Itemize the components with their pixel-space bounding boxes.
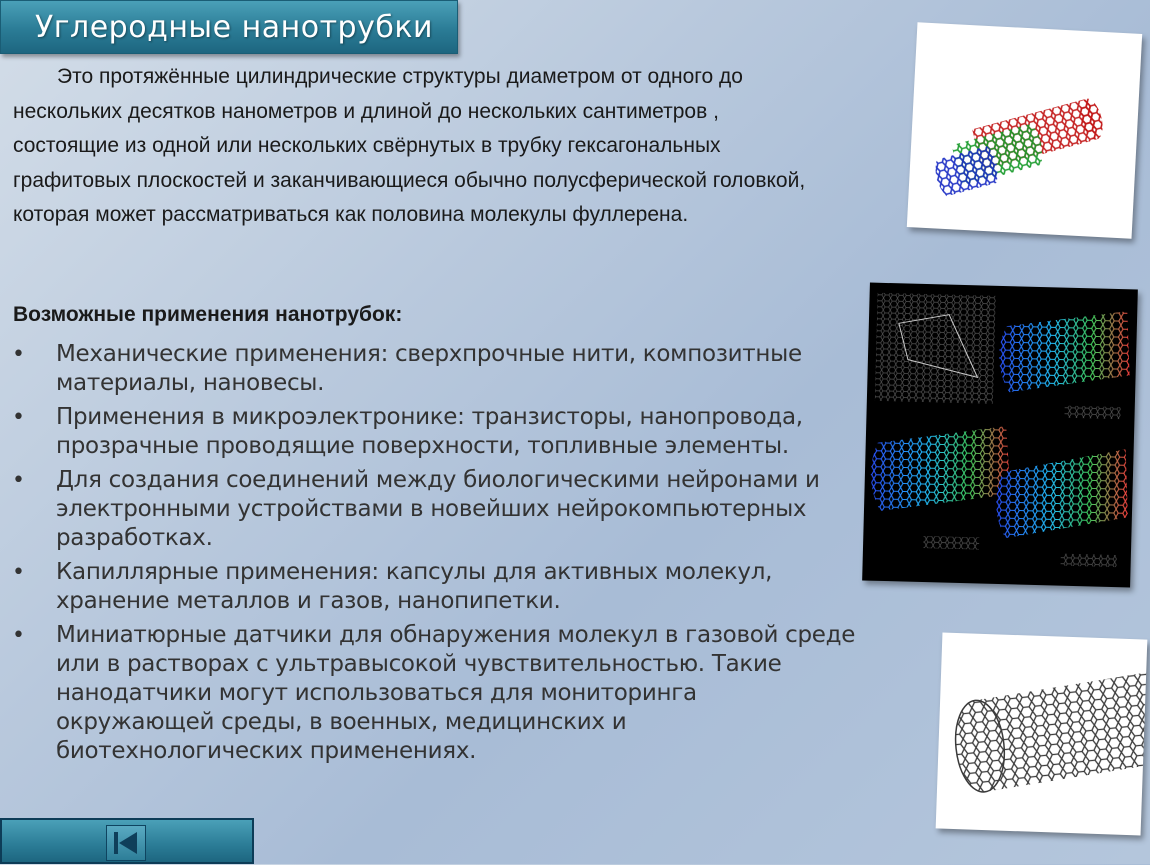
skip-back-icon [107, 826, 145, 860]
list-item-text: Применения в микроэлектронике: транзисторы, нанопровода, прозрачные проводящие поверхности, топливные элементы. [56, 404, 803, 459]
slide-title: Углеродные нанотрубки [35, 10, 433, 45]
bullet: • [12, 623, 25, 648]
list-item [0, 340, 860, 398]
list-item-text: Механические применения: сверхпрочные нити, композитные материалы, нановесы. [56, 341, 802, 396]
navigation-bar [0, 818, 254, 864]
list-item [0, 621, 860, 766]
applications-heading: Возможные применения нанотрубок: [13, 303, 403, 326]
bullet: • [12, 468, 25, 493]
applications-list [0, 340, 860, 771]
list-item [0, 466, 860, 553]
list-item-text: Для создания соединений между биологическими нейронами и электронными устройствами в новейших нейрокомпьютерных разработках. [56, 467, 820, 551]
list-item-text: Капиллярные применения: капсулы для активных молекул, хранение металлов и газов, нанопипетки. [56, 559, 773, 614]
list-item [0, 403, 860, 461]
nanotube-types-image [862, 283, 1138, 588]
bullet: • [12, 560, 25, 585]
nanotube-singlewall-image [936, 632, 1148, 835]
intro-paragraph: Это протяжённые цилиндрические структуры диаметром от одного до нескольких десятков нанометров и длиной до нескольких сантиметров , состоящие из одной или нескольких свёрнутых в трубку гексагональных графитовых плоскостей и заканчивающиеся обычно полусферической головкой, которая может рассматриваться как половина молекулы фуллерена. [13, 65, 806, 226]
list-item [0, 558, 860, 616]
nanotube-singlewall-illustration [936, 632, 1148, 835]
nanotube-multiwall-image [907, 22, 1142, 238]
nanotube-multiwall-illustration [907, 22, 1142, 238]
nanotube-types-illustration [862, 283, 1138, 588]
title-banner [0, 0, 458, 54]
bullet: • [12, 342, 25, 367]
list-item-text: Миниатюрные датчики для обнаружения молекул в газовой среде или в растворах с ультравысокой чувствительностью. Такие нанодатчики могут использоваться для мониторинга окружающей среды, в военных, медицинских и биотехнологических применениях. [56, 622, 856, 764]
bullet: • [12, 405, 25, 430]
back-button[interactable] [106, 825, 146, 861]
